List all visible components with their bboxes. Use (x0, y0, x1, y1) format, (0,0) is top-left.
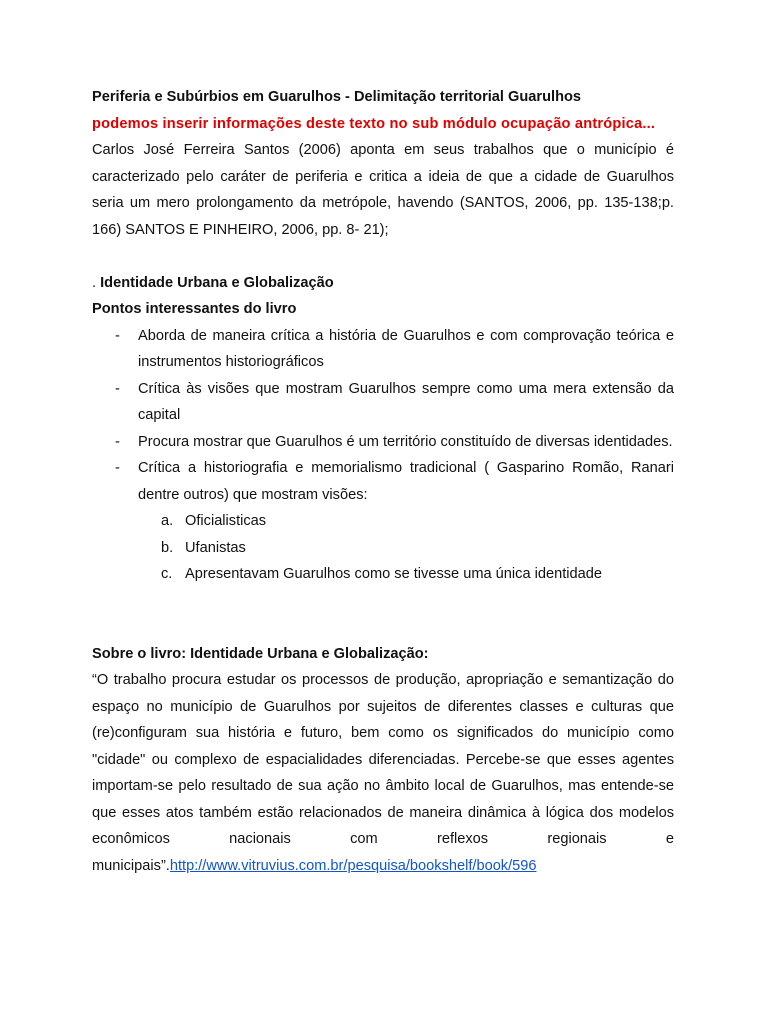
list-item (92, 429, 674, 456)
sub-list-item (92, 561, 674, 588)
quote-text: “O trabalho procura estudar os processos de produção, apropriação e semantização do espaço no município de Guarulhos por sujeitos de diferentes classes e culturas que (re)configuram sua história e futuro, bem como os significados do município como "cidade" ou complexo de espacialidades diferenciadas. Percebe-se que esses agentes importam-se pelo resultado de sua ação no âmbito local de Guarulhos, mas entende-se que esses atos também estão relacionados de maneira dinâmica à lógica dos modelos econômicos nacionais com reflexos regionais e municipais”. (92, 672, 674, 874)
section-title-sobre-livro: Sobre o livro: Identidade Urbana e Globalização: (92, 645, 429, 662)
dash-marker: - (115, 460, 120, 476)
sub-list-item-text: Apresentavam Guarulhos como se tivesse uma única identidade (185, 566, 602, 582)
list-item (92, 455, 674, 508)
alpha-marker: c. (161, 566, 173, 582)
section-title-text: Identidade Urbana e Globalização (100, 274, 334, 291)
paragraph-santos: Carlos José Ferreira Santos (2006) aponta em seus trabalhos que o município é caracterizado pelo caráter de periferia e critica a ideia de que a cidade de Guarulhos seria um mero prolongamento da metrópole, havendo (SANTOS, 2006, pp. 135-138;p. 166) SANTOS E PINHEIRO, 2006, pp. 8- 21); (92, 142, 674, 238)
list-item-text: Crítica a historiografia e memorialismo tradicional ( Gasparino Romão, Ranari dentre outros) que mostram visões: (138, 460, 674, 503)
sub-list-item-text: Oficialisticas (185, 513, 267, 529)
section-prefix: . (92, 274, 101, 291)
spacer (92, 243, 674, 270)
section-subtitle-pontos: Pontos interessantes do livro (92, 301, 297, 317)
alpha-marker: a. (161, 513, 174, 529)
quote-paragraph (92, 667, 674, 879)
list-item-text: Aborda de maneira crítica a história de Guarulhos e com comprovação teórica e instrumentos historiográficos (138, 327, 674, 370)
document-page (92, 84, 674, 879)
heading-periferia: Periferia e Subúrbios em Guarulhos - Delimitação territorial Guarulhos (92, 89, 582, 105)
note-red: podemos inserir informações deste texto no sub módulo ocupação antrópica... (92, 115, 656, 132)
list-item-text: Procura mostrar que Guarulhos é um território constituído de diversas identidades. (138, 433, 673, 450)
sub-list-item (92, 535, 674, 562)
alpha-marker: b. (161, 539, 174, 556)
sub-list-item-text: Ufanistas (185, 539, 246, 556)
spacer (92, 588, 674, 641)
dash-marker: - (115, 327, 120, 344)
section-title-identidade (92, 270, 674, 297)
list-item-text: Crítica às visões que mostram Guarulhos sempre como uma mera extensão da capital (138, 380, 674, 423)
dash-marker: - (115, 433, 120, 450)
bookshelf-link[interactable]: http://www.vitruvius.com.br/pesquisa/bookshelf/book/596 (169, 857, 537, 874)
sub-list-item (92, 508, 674, 535)
list-item (92, 376, 674, 429)
dash-marker: - (115, 380, 120, 397)
sub-points-list (92, 508, 674, 588)
points-list (92, 323, 674, 509)
list-item (92, 323, 674, 376)
